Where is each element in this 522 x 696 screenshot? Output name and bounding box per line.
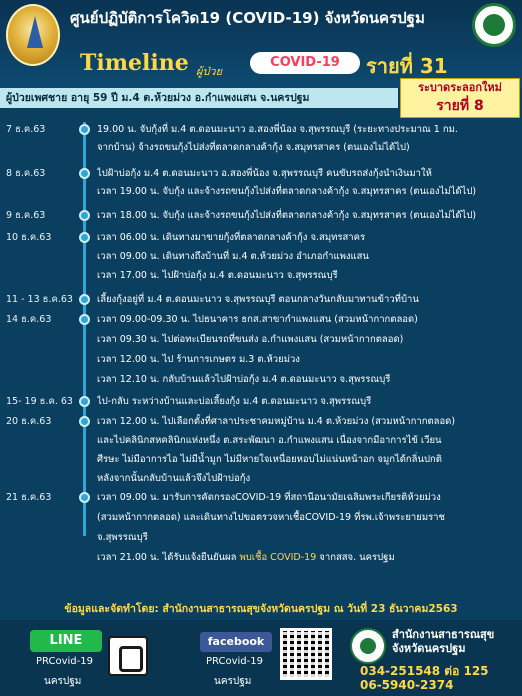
header-banner — [0, 0, 522, 88]
entry-text: เวลา 17.00 น. ไปฝ้าบ่อกุ้ง ม.4 ต.ดอนมะนาว จ.สุพรรณบุรี — [97, 270, 338, 281]
line-handle: PRCovid-19 — [36, 656, 93, 667]
facebook-handle: PRCovid-19 — [206, 656, 263, 667]
phone-number-2[interactable]: 06-5940-2374 — [360, 678, 454, 692]
covid-badge: COVID-19 — [250, 52, 360, 74]
entry-text: เวลา 09.00 น. เดินทางถึงบ้านที่ ม.4 ต.ห้วยม่วง อำเภอกำแพงแสน — [97, 251, 369, 262]
timeline-dot — [79, 314, 90, 325]
facebook-city: นครปฐม — [214, 676, 252, 687]
case-number: รายที่ 31 — [366, 54, 448, 78]
entry-text: เวลา 18.00 น. จับกุ้ง และจ้างรถขนกุ้งไปส่งที่ตลาดกลางค้ากุ้ง จ.สมุทรสาคร (ตนเองไม่ได้ไป) — [97, 210, 477, 221]
entry-text: เวลา 12.00 น. ไป ร้านการเกษตร ม.3 ต.ห้วยม่วง — [97, 354, 300, 365]
entry-date: 9 ธ.ค.63 — [6, 210, 46, 221]
entry-date: 8 ธ.ค.63 — [6, 168, 46, 179]
entry-text: 19.00 น. จับกุ้งที่ ม.4 ต.ดอนมะนาว อ.สองพี่น้อง จ.สุพรรณบุรี (ระยะทางประมาณ 1 กม. — [97, 124, 458, 135]
entry-text: เวลา 12.00 น. ไปเลือกตั้งที่ศาลาประชาคมหมู่บ้าน ม.4 ต.ห้วยม่วง (สวมหน้ากากตลอด) — [97, 416, 456, 427]
line-city: นครปฐม — [44, 676, 82, 687]
entry-text: จ.สุพรรณบุรี — [97, 532, 148, 543]
patient-info-bar: ผู้ป่วยเพศชาย อายุ 59 ปี ม.4 ต.ห้วยม่วง อ.กำแพงแสน จ.นครปฐม — [0, 88, 398, 108]
office-line1: สำนักงานสาธารณสุข — [392, 628, 495, 641]
timeline-dot — [79, 124, 90, 135]
phone-number-1[interactable]: 034-251548 ต่อ 125 — [360, 664, 489, 678]
facebook-qr-code[interactable] — [280, 628, 332, 680]
timeline-dot — [79, 396, 90, 407]
entry-text: เวลา 19.00 น. จับกุ้ง และจ้างรถขนกุ้งไปส่งที่ตลาดกลางค้ากุ้ง จ.สมุทรสาคร (ตนเองไม่ได้ไป) — [97, 186, 477, 197]
line-qr-icon[interactable] — [108, 636, 148, 676]
entry-date: 10 ธ.ค.63 — [6, 232, 52, 243]
entry-text: จากบ้าน) จ้างรถขนกุ้งไปส่งที่ตลาดกลางค้ากุ้ง จ.สมุทรสาคร (ตนเองไม่ได้ไป) — [97, 142, 410, 153]
result-positive: พบเชื้อ COVID-19 — [239, 552, 317, 563]
page-title: ศูนย์ปฏิบัติการโควิด19 (COVID-19) จังหวัดนครปฐม — [70, 9, 425, 27]
entry-text: เวลา 09.00-09.30 น. ไปธนาคาร ธกส.สาขากำแพงแสน (สวมหน้ากากตลอด) — [97, 314, 418, 325]
entry-text: (สวมหน้ากากตลอด) และเดินทางไปขอตรวจหาเชื้อCOVID-19 ที่รพ.เจ้าพระยายมราช — [97, 512, 445, 523]
office-name — [392, 628, 494, 656]
entry-date: 14 ธ.ค.63 — [6, 314, 52, 325]
timeline-dot — [79, 210, 90, 221]
timeline-dot — [79, 416, 90, 427]
wave-badge — [400, 78, 520, 118]
source-note: ข้อมูลและจัดทำโดย: สำนักงานสาธารณสุขจังหวัดนครปฐม ณ วันที่ 23 ธันวาคม2563 — [64, 603, 458, 615]
office-line2: จังหวัดนครปฐม — [392, 642, 466, 655]
entry-date: 21 ธ.ค.63 — [6, 492, 52, 503]
wave-case: รายที่ 8 — [436, 98, 484, 114]
timeline-dot — [79, 492, 90, 503]
timeline — [0, 116, 522, 596]
line-logo[interactable]: LINE — [30, 630, 102, 652]
result-source: จากสสจ. นครปฐม — [319, 552, 395, 563]
entry-text: เลี้ยงกุ้งอยู่ที่ ม.4 ต.ดอนมะนาว จ.สุพรรณบุรี ตอนกลางวันกลับมาทานข้าวที่บ้าน — [97, 294, 419, 305]
entry-date: 11 - 13 ธ.ค.63 — [6, 294, 73, 305]
entry-date: 20 ธ.ค.63 — [6, 416, 52, 427]
moph-logo — [472, 3, 516, 47]
entry-date: 7 ธ.ค.63 — [6, 124, 46, 135]
entry-text: เวลา 21.00 น. ได้รับแจ้งยืนยันผล — [97, 552, 237, 563]
entry-text: หลังจากนั้นกลับบ้านแล้วจึงไปฝ้าบ่อกุ้ง — [97, 473, 251, 484]
entry-text: ไปฝ้าบ่อกุ้ง ม.4 ต.ดอนมะนาว อ.สองพี่น้อง จ.สุพรรณบุรี คนขับรถส่งกุ้งนำเงินมาให้ — [97, 168, 432, 179]
timeline-line — [83, 122, 86, 536]
entry-text: เวลา 12.10 น. กลับบ้านแล้วไปฝ้าบ่อกุ้ง ม.4 ต.ดอนมะนาว จ.สุพรรณบุรี — [97, 374, 391, 385]
entry-text: ศีรษะ ไม่มีอาการไอ ไม่มีน้ำมูก ไม่มีหายใจเหนื่อยหอบไม่แน่นหน้าอก จมูกได้กลิ่นปกติ — [97, 454, 442, 465]
entry-text: และไปคลินิกสหคลินิกแห่งหนึ่ง ต.สระพัฒนา อ.กำแพงแสน เนื่องจากมีอาการไข้ เวียน — [97, 435, 442, 446]
entry-date: 15- 19 ธ.ค. 63 — [6, 396, 73, 407]
entry-result-line — [97, 550, 515, 565]
wave-title: ระบาดระลอกใหม่ — [418, 81, 502, 94]
entry-text: เวลา 09.00 น. มารับการคัดกรองCOVID-19 ที่สถานีอนามัยเฉลิมพระเกียรติห้วยม่วง — [97, 492, 441, 503]
timeline-dot — [79, 294, 90, 305]
timeline-dot — [79, 232, 90, 243]
facebook-logo[interactable]: facebook — [200, 632, 272, 652]
covid-center-logo — [6, 4, 60, 66]
timeline-dot — [79, 168, 90, 179]
entry-text: เวลา 06.00 น. เดินทางมาขายกุ้งที่ตลาดกลางค้ากุ้ง จ.สมุทรสาคร — [97, 232, 366, 243]
moph-emblem — [350, 628, 386, 664]
timeline-heading: Timeline — [80, 50, 189, 76]
patient-label: ผู้ป่วย — [196, 65, 223, 78]
entry-text: ไป-กลับ ระหว่างบ้านและบ่อเลี้ยงกุ้ง ม.4 ต.ดอนมะนาว จ.สุพรรณบุรี — [97, 396, 372, 407]
entry-text: เวลา 09.30 น. ไปต่อทะเบียนรถที่ขนส่ง อ.กำแพงแสน (สวมหน้ากากตลอด) — [97, 334, 404, 345]
